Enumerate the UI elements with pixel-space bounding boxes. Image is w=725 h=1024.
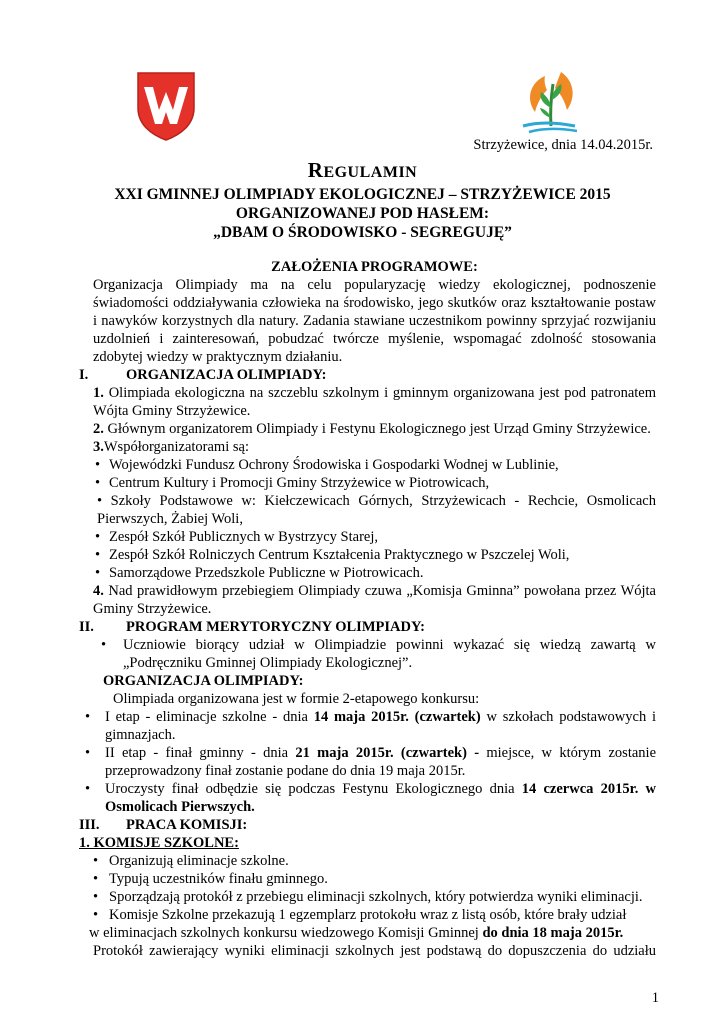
eco-plant-logo-icon bbox=[515, 68, 587, 140]
organization-intro: Olimpiada organizowana jest w formie 2-etapowego konkursu: bbox=[113, 691, 480, 707]
list-item: • Sporządzają protokół z przebiegu eliminacji szkolnych, który potwierdza wyniki eliminacji. bbox=[93, 889, 643, 905]
list-item: • Samorządowe Przedszkole Publiczne w Piotrowicach. bbox=[95, 565, 424, 581]
page-number: 1 bbox=[651, 990, 659, 1006]
title-line-2: XXI GMINNEJ OLIMPIADY EKOLOGICZNEJ – STRZYŻEWICE 2015 bbox=[114, 186, 611, 203]
section-2-heading: II. PROGRAM MERYTORYCZNY OLIMPIADY: bbox=[79, 619, 425, 635]
section-1-point-4: 4. Nad prawidłowym przebiegiem Olimpiady czuwa „Komisja Gminna” powołana przez Wójta Gminy Strzyżewice. bbox=[93, 583, 656, 617]
list-item: • I etap - eliminacje szkolne - dnia 14 maja 2015r. (czwartek) w szkołach podstawowych i gimnazjach. bbox=[85, 709, 657, 743]
section-1-point-3: 3.Współorganizatorami są: bbox=[93, 439, 249, 455]
list-item: • Centrum Kultury i Promocji Gminy Strzyżewice w Piotrowicach, bbox=[95, 475, 490, 491]
assumptions-text: Organizacja Olimpiady ma na celu popularyzację wiedzy ekologicznej, podnoszenie świadomości oddziaływania człowieka na środowisko, jego skutków oraz kształtowanie postaw i nawyków korzystnych dla natury. Zadania stawiane uczestnikom powinny sprzyjać rozwijaniu uzdolnień i zainteresowań, pobudzać twórcze myślenie, wspomagać zdolność stosowania zdobytej wiedzy w praktycznym działaniu. bbox=[93, 277, 656, 365]
section-3-heading: III. PRACA KOMISJI: bbox=[79, 817, 248, 833]
section-1-point-2: 2. Głównym organizatorem Olimpiady i Festynu Ekologicznego jest Urząd Gminy Strzyżewice. bbox=[93, 421, 651, 437]
list-item: • Zespół Szkół Publicznych w Bystrzycy Starej, bbox=[95, 529, 379, 545]
main-title: REGULAMIN bbox=[307, 158, 418, 182]
school-committees-heading: 1. KOMISJE SZKOLNE: bbox=[79, 835, 239, 851]
school-committees-last-line: Protokół zawierający wyniki eliminacji szkolnych jest podstawą do dopuszczenia do udziału bbox=[93, 943, 656, 959]
list-item: • Zespół Szkół Rolniczych Centrum Kształcenia Praktycznego w Pszczelej Woli, bbox=[95, 547, 570, 563]
list-item: • Uroczysty finał odbędzie się podczas Festynu Ekologicznego dnia 14 czerwca 2015r. w Osmolicach Pierwszych. bbox=[85, 781, 656, 815]
document-body bbox=[79, 258, 657, 960]
title-line-4: „DBAM O ŚRODOWISKO - SEGREGUJĘ” bbox=[213, 224, 512, 241]
list-item: • Wojewódzki Fundusz Ochrony Środowiska i Gospodarki Wodnej w Lublinie, bbox=[95, 457, 559, 473]
organization-subheading: ORGANIZACJA OLIMPIADY: bbox=[103, 673, 304, 689]
title-line-3: ORGANIZOWANEJ POD HASŁEM: bbox=[235, 205, 490, 222]
list-item: • Organizują eliminacje szkolne. bbox=[93, 853, 289, 869]
section-1-point-1: 1. Olimpiada ekologiczna na szczeblu szkolnym i gminnym organizowana jest pod patronatem Wójta Gminy Strzyżewice. bbox=[93, 385, 656, 419]
list-item: • Komisje Szkolne przekazują 1 egzemplarz protokołu wraz z listą osób, które brały udział bbox=[93, 907, 627, 923]
section-1-heading: I. ORGANIZACJA OLIMPIADY: bbox=[79, 367, 327, 383]
list-item: • II etap - finał gminny - dnia 21 maja 2015r. (czwartek) - miejsce, w którym zostanie przeprowadzony finał zostanie podane do dnia 19 maja 2015r. bbox=[85, 745, 657, 779]
coat-of-arms-icon bbox=[135, 70, 197, 142]
list-item: • Szkoły Podstawowe w: Kiełczewicach Górnych, Strzyżewicach - Rechcie, Osmolicach Pierwszych, Żabiej Woli, bbox=[97, 493, 656, 527]
assumptions-heading: ZAŁOŻENIA PROGRAMOWE: bbox=[271, 259, 478, 275]
document-date: Strzyżewice, dnia 14.04.2015r. bbox=[473, 137, 653, 153]
list-item: • Typują uczestników finału gminnego. bbox=[93, 871, 328, 887]
list-item: • Uczniowie biorący udział w Olimpiadzie powinni wykazać się wiedzą zawartą w „Podręczniku Gminnej Olimpiady Ekologicznej”. bbox=[101, 637, 656, 671]
title-block bbox=[0, 158, 725, 242]
school-committees-continuation: w eliminacjach szkolnych konkursu wiedzowego Komisji Gminnej do dnia 18 maja 2015r. bbox=[89, 925, 624, 941]
